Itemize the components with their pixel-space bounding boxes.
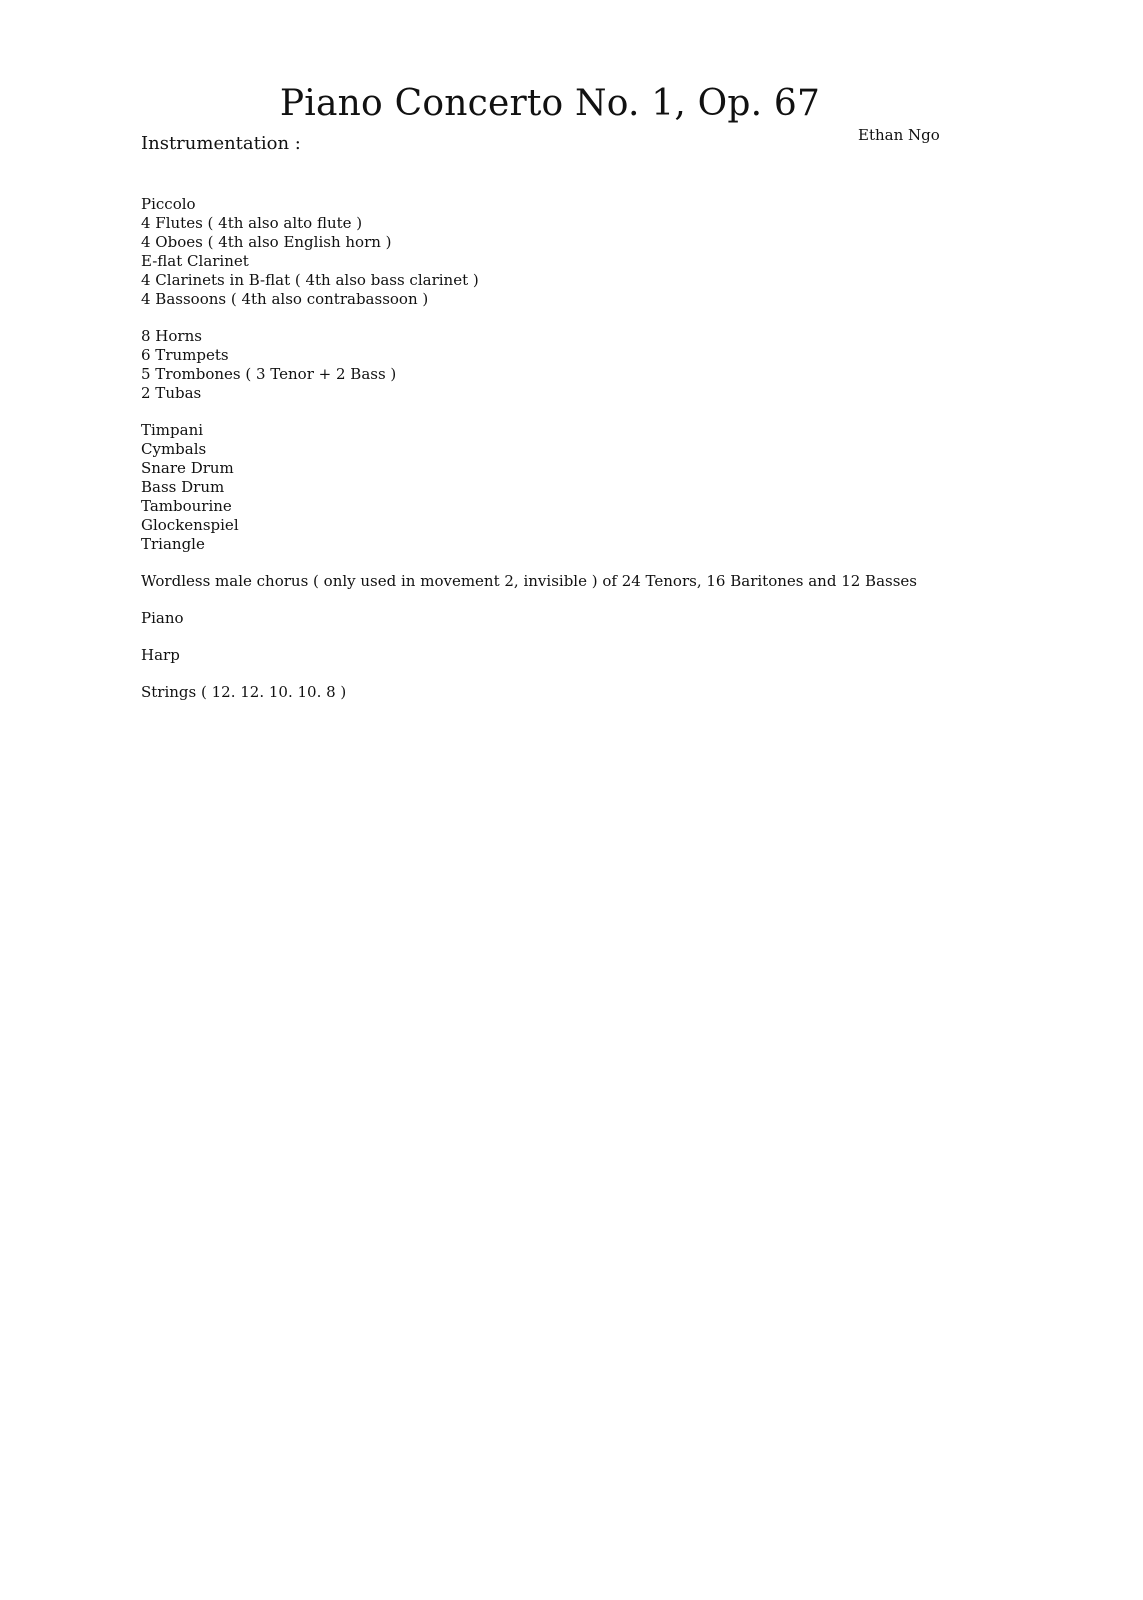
list-item: Bass Drum [141, 478, 225, 496]
list-item: 8 Horns [141, 327, 202, 345]
harp-group [141, 646, 1021, 665]
list-item: 6 Trumpets [141, 346, 229, 364]
list-item: 4 Bassoons ( 4th also contrabassoon ) [141, 290, 429, 308]
list-item: Strings ( 12. 12. 10. 10. 8 ) [141, 683, 347, 701]
composer-name: Ethan Ngo [858, 126, 940, 144]
list-item: Piano [141, 609, 184, 627]
section-heading: Instrumentation : [141, 133, 301, 154]
list-item: Glockenspiel [141, 516, 239, 534]
instrumentation-list [141, 195, 1021, 720]
list-item: 4 Clarinets in B-flat ( 4th also bass clarinet ) [141, 271, 479, 289]
list-item: 2 Tubas [141, 384, 202, 402]
page-title: Piano Concerto No. 1, Op. 67 [279, 83, 821, 124]
list-item: Snare Drum [141, 459, 234, 477]
list-item: 5 Trombones ( 3 Tenor + 2 Bass ) [141, 365, 397, 383]
list-item: Tambourine [141, 497, 232, 515]
list-item: Triangle [141, 535, 205, 553]
list-item: 4 Flutes ( 4th also alto flute ) [141, 214, 363, 232]
piano-group [141, 609, 1021, 628]
strings-group [141, 683, 1021, 702]
list-item: Piccolo [141, 195, 196, 213]
brass-group [141, 327, 1021, 403]
list-item: Harp [141, 646, 180, 664]
list-item: E-flat Clarinet [141, 252, 249, 270]
list-item: Wordless male chorus ( only used in movement 2, invisible ) of 24 Tenors, 16 Baritones and 12 Basses [141, 572, 917, 590]
woodwinds-group [141, 195, 1021, 309]
list-item: Timpani [141, 421, 204, 439]
list-item: 4 Oboes ( 4th also English horn ) [141, 233, 392, 251]
percussion-group [141, 421, 1021, 554]
chorus-group [141, 572, 1021, 591]
list-item: Cymbals [141, 440, 207, 458]
